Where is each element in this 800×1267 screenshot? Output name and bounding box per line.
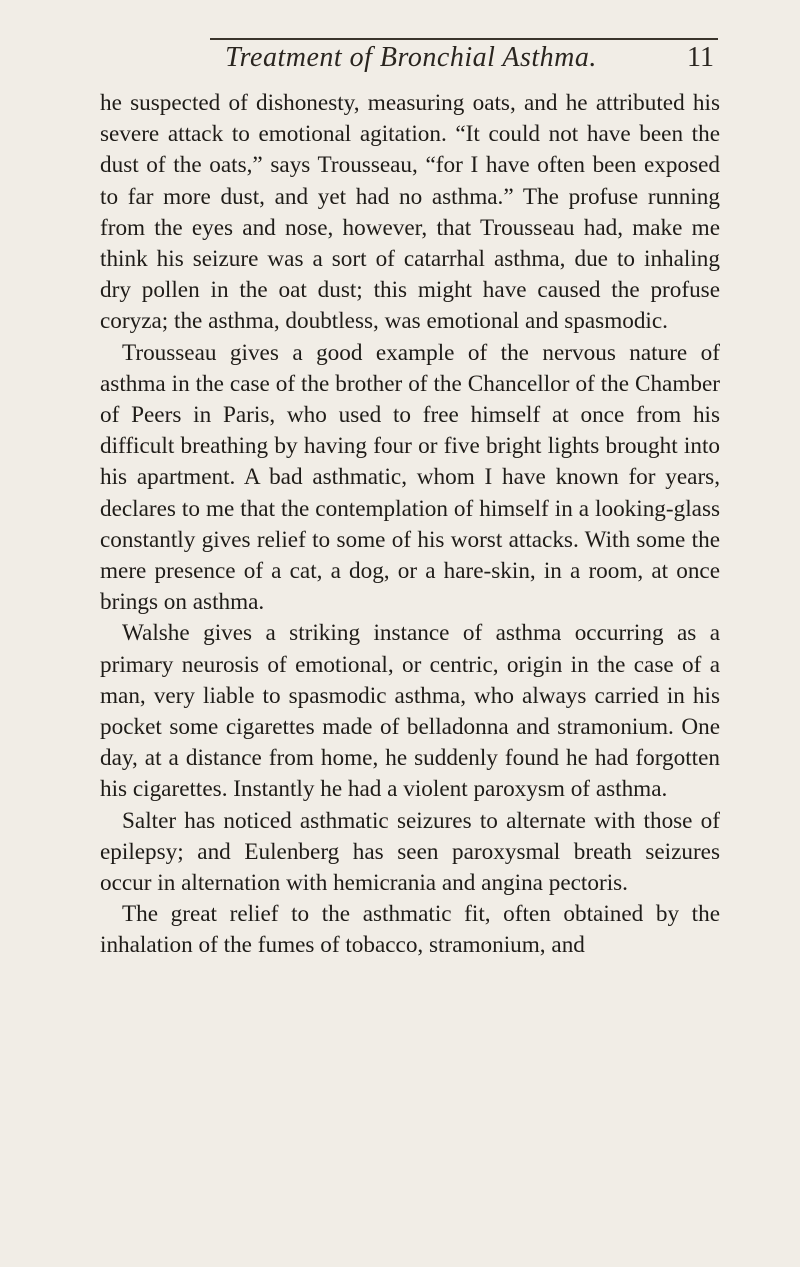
paragraph: The great relief to the asthmatic fit, often obtained by the inhalation of the fumes of tobacco, stramonium, and (100, 901, 720, 959)
paragraph: Walshe gives a striking instance of asthma occurring as a primary neurosis of emotional, or centric, origin in the case of a man, very liable to spasmodic asthma, who always carried in his pocket some cigarettes made of belladonna and stramonium. One day, at a distance from home, he suddenly found he had forgotten his cigarettes. Instantly he had a violent paroxysm of asthma. (100, 620, 720, 803)
body-text (100, 88, 720, 962)
paragraph: he suspected of dishonesty, measuring oats, and he attributed his severe attack to emotional agitation. “It could not have been the dust of the oats,” says Trousseau, “for I have often been exposed to far more dust, and yet had no asthma.” The profuse running from the eyes and nose, however, that Trousseau had, make me think his seizure was a sort of catarrhal asthma, due to inhaling dry pollen in the oat dust; this might have caused the profuse coryza; the asthma, doubtless, was emotional and spasmodic. (100, 90, 720, 335)
header-rule (210, 38, 718, 40)
paragraph: Salter has noticed asthmatic seizures to alternate with those of epilepsy; and Eulenberg has seen paroxysmal breath seizures occur in alternation with hemicrania and angina pectoris. (100, 807, 720, 897)
page-header (100, 42, 722, 82)
running-head: Treatment of Bronchial Asthma. (225, 42, 597, 73)
page-number: 11 (687, 42, 714, 73)
paragraph: Trousseau gives a good example of the nervous nature of asthma in the case of the brother of the Chancellor of the Chamber of Peers in Paris, who used to free himself at once from his difficult breathing by having four or five bright lights brought into his apartment. A bad asthmatic, whom I have known for years, declares to me that the contemplation of himself in a looking-glass constantly gives relief to some of his worst attacks. With some the mere presence of a cat, a dog, or a hare-skin, in a room, at once brings on asthma. (100, 339, 720, 616)
